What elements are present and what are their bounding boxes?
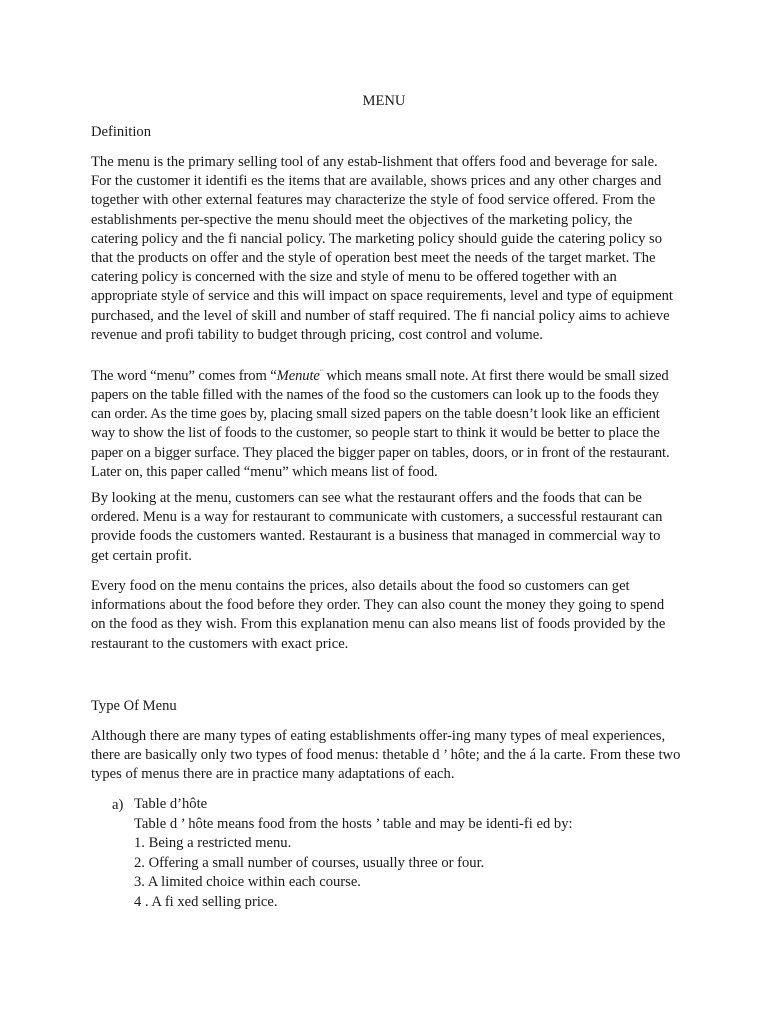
list-title: Table d’hôte	[134, 796, 208, 812]
list-item: 3. A limited choice within each course.	[134, 874, 361, 891]
quote-mark: “	[319, 368, 323, 376]
menute-word: Menute	[276, 367, 320, 384]
list-item: 2. Offering a small number of courses, usually three or four.	[134, 854, 485, 871]
table-d-hote-list	[134, 795, 694, 913]
paragraph-word-origin-start: The word “menu” comes from “	[91, 367, 277, 384]
list-item: 4 . A fi xed selling price.	[134, 893, 278, 910]
paragraph-prices: Every food on the menu contains the prices, also details about the food so customers can get informations about the food before they order. They can also count the money they going to spend on the food as they wish. From this explanation menu can also means list of foods provided by the restaurant to the customers with exact price.	[91, 578, 666, 652]
type-of-menu-heading: Type Of Menu	[91, 698, 177, 714]
paragraph-word-origin-rest: which means small note. At first there would be small sized papers on the table filled with the names of the food so the customers can look up to the foods they can order. As the time goes by, placing small sized papers on the table doesn’t look like an efficient way to show the list of foods to the customer, so people start to think it would be better to place the paper on a bigger surface. They placed the bigger paper on tables, doors, or in front of the restaurant. Later on, this paper called “menu” which means list of food.	[91, 367, 670, 480]
page-title: MENU	[362, 93, 406, 109]
definition-heading: Definition	[91, 124, 151, 140]
list-intro: Table d ’ hôte means food from the hosts ’ table and may be identi-fi ed by:	[134, 815, 573, 832]
paragraph-word-origin	[91, 363, 681, 482]
paragraph-communication: By looking at the menu, customers can see what the restaurant offers and the foods that can be ordered. Menu is a way for restaurant to communicate with customers, a successful restaurant can provide foods the customers wanted. Restaurant is a business that managed in commercial way to get certain profit.	[91, 490, 663, 564]
paragraph-definition: The menu is the primary selling tool of any estab-lishment that offers food and beverage for sale. For the customer it identifi es the items that are available, shows prices and any other charges and together with other external features may characterize the style of food service offered. From the establishments per-spective the menu should meet the objectives of the marketing policy, the catering policy and the fi nancial policy. The marketing policy should guide the catering policy so that the products on offer and the style of operation best meet the needs of the target market. The catering policy is concerned with the size and style of menu to be offered together with an appropriate style of service and this will impact on space requirements, level and type of equipment purchased, and the level of skill and number of staff required. The fi nancial policy aims to achieve revenue and profi tability to budget through pricing, cost control and volume.	[91, 154, 673, 343]
paragraph-menu-types: Although there are many types of eating establishments offer-ing many types of meal experiences, there are basically only two types of food menus: thetable d ’ hôte; and the á la carte. From these two types of menus there are in practice many adaptations of each.	[91, 728, 681, 783]
list-item: 1. Being a restricted menu.	[134, 835, 292, 852]
list-marker: a)	[112, 797, 124, 813]
